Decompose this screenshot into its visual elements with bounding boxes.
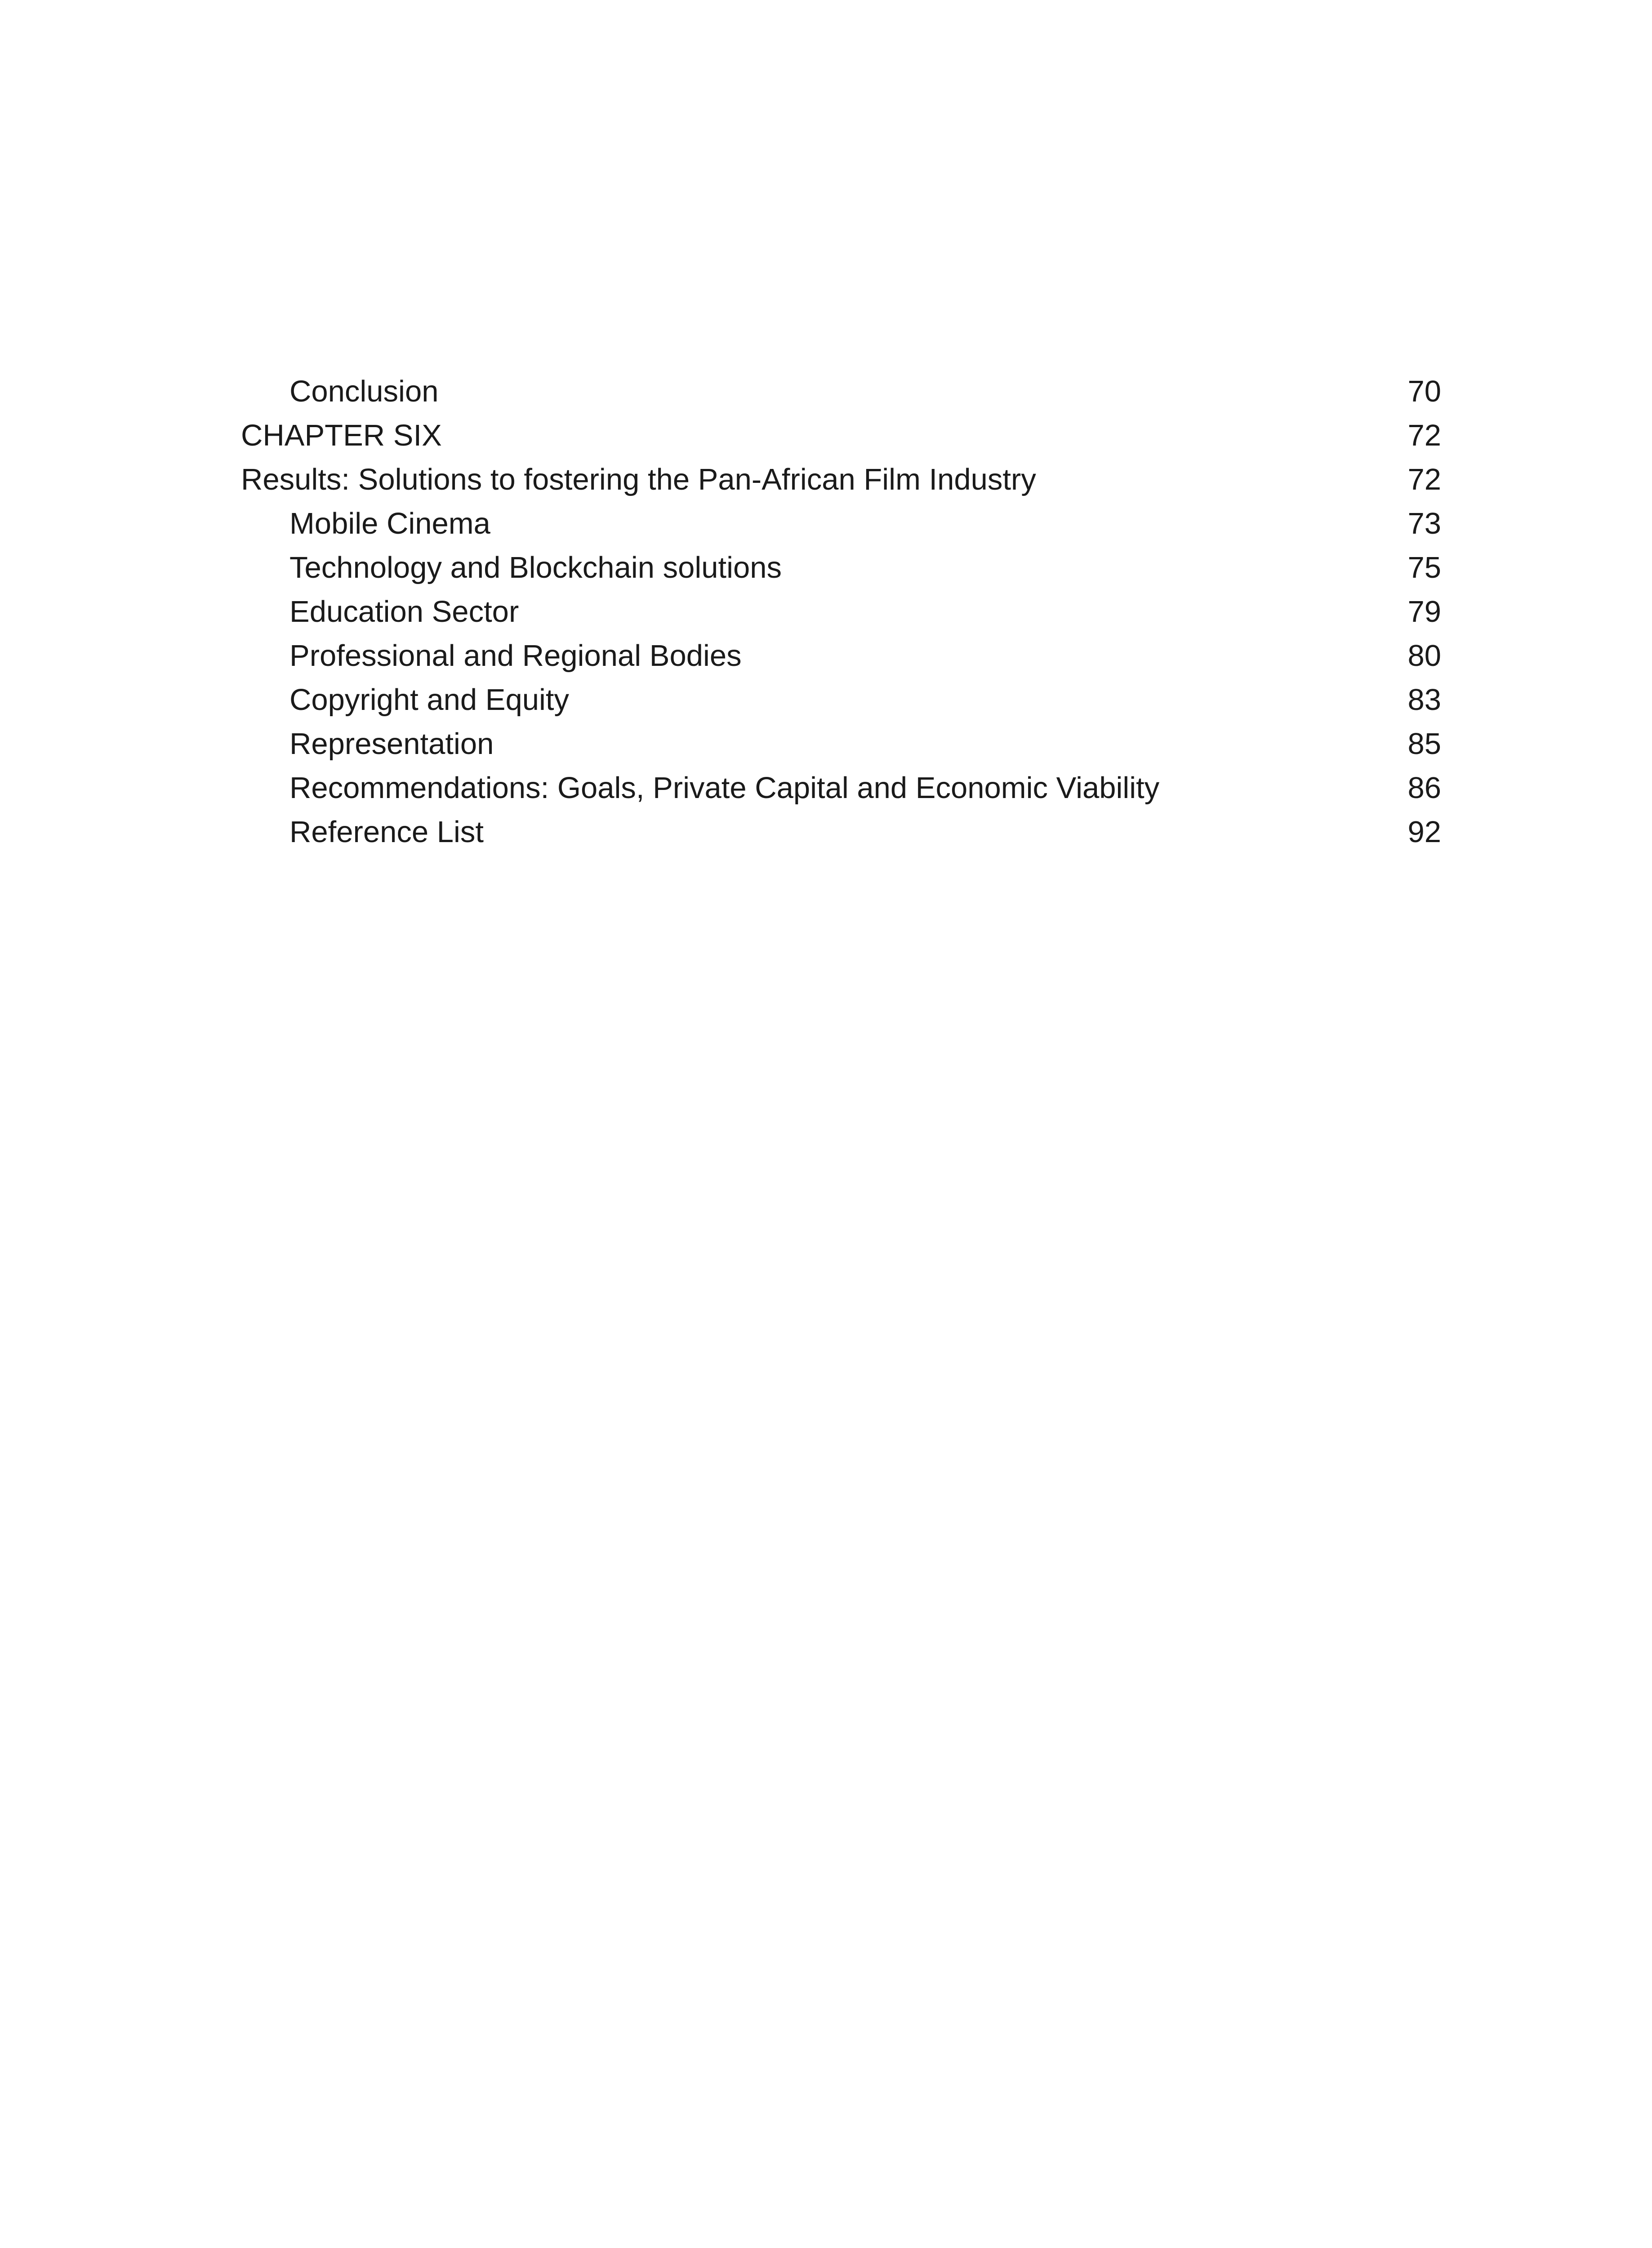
toc-entry-label: Copyright and Equity <box>289 683 569 717</box>
toc-entry-representation[interactable] <box>241 722 1441 766</box>
toc-entry-page-number: 86 <box>1407 771 1441 805</box>
toc-entry-mobile-cinema[interactable] <box>241 502 1441 546</box>
toc-entry-reference-list[interactable] <box>241 810 1441 854</box>
toc-entry-results[interactable] <box>241 458 1441 502</box>
toc-entry-education-sector[interactable] <box>241 590 1441 634</box>
toc-entry-page-number: 72 <box>1407 463 1441 496</box>
toc-entry-page-number: 70 <box>1407 375 1441 408</box>
toc-entry-copyright-equity[interactable] <box>241 678 1441 722</box>
toc-entry-page-number: 73 <box>1407 507 1441 540</box>
toc-entry-page-number: 75 <box>1407 551 1441 584</box>
toc-entry-page-number: 85 <box>1407 727 1441 761</box>
toc-entry-page-number: 80 <box>1407 639 1441 673</box>
toc-entry-page-number: 79 <box>1407 595 1441 629</box>
toc-entry-technology-blockchain[interactable] <box>241 546 1441 590</box>
toc-entry-page-number: 72 <box>1407 419 1441 452</box>
toc-entry-professional-regional-bodies[interactable] <box>241 634 1441 678</box>
toc-entry-label: Professional and Regional Bodies <box>289 639 742 673</box>
toc-entry-label: Conclusion <box>289 375 439 408</box>
toc-entry-label: Results: Solutions to fostering the Pan-African Film Industry <box>241 463 1036 496</box>
toc-entry-label: CHAPTER SIX <box>241 419 442 452</box>
toc-entry-page-number: 92 <box>1407 815 1441 849</box>
toc-entry-recommendations[interactable] <box>241 766 1441 810</box>
toc-entry-label: Reference List <box>289 815 484 849</box>
toc-entry-label: Representation <box>289 727 494 761</box>
toc-entry-label: Education Sector <box>289 595 519 629</box>
toc-entry-conclusion[interactable] <box>241 370 1441 414</box>
toc-entry-label: Mobile Cinema <box>289 507 490 540</box>
toc-entry-label: Recommendations: Goals, Private Capital and Economic Viability <box>289 771 1160 805</box>
toc-entry-chapter-six[interactable] <box>241 414 1441 458</box>
table-of-contents <box>241 370 1441 854</box>
toc-entry-page-number: 83 <box>1407 683 1441 717</box>
toc-entry-label: Technology and Blockchain solutions <box>289 551 782 584</box>
